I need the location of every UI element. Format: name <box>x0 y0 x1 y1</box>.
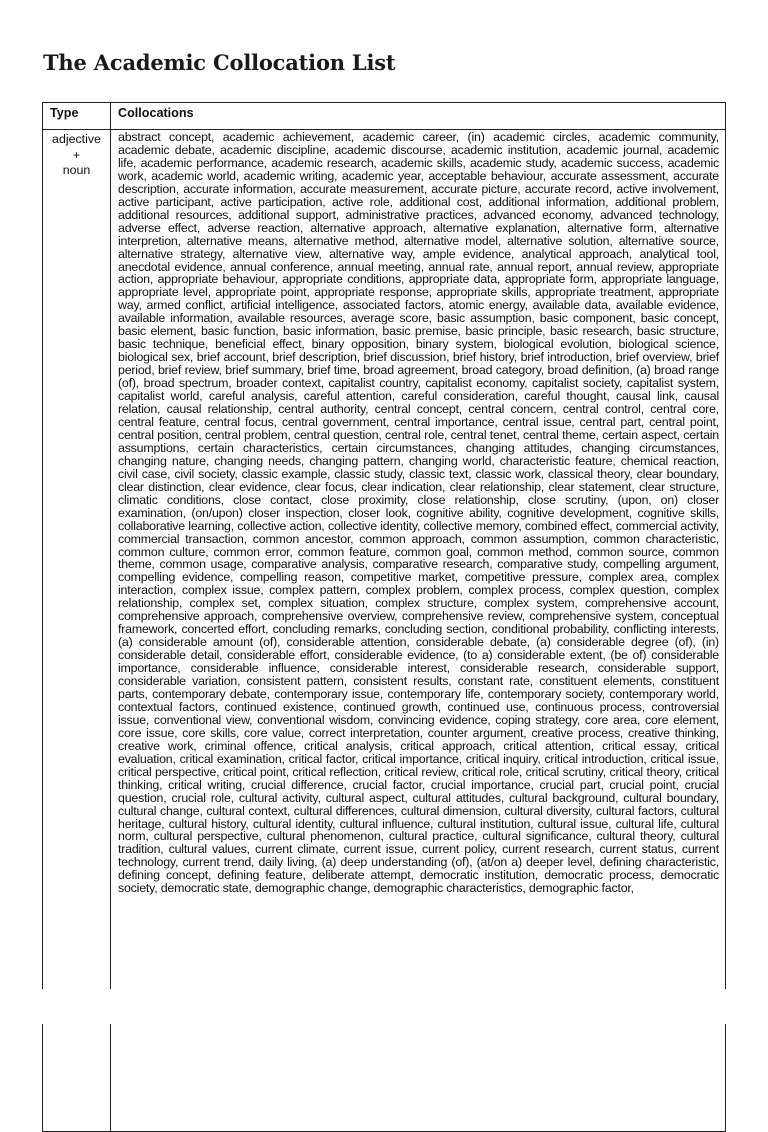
type-line: noun <box>62 163 91 177</box>
column-header-type: Type <box>43 103 111 130</box>
type-line: + <box>72 147 81 162</box>
table-row <box>43 130 726 1132</box>
type-cell <box>43 130 111 1132</box>
collocations-cell: abstract concept, academic achievement, academic career, (in) academic circles, academic community, academic debate, academic discipline, academic discourse, academic institution, academic journal, academic life, academic performance, academic research, academic skills, academic study, academic success, academic work, academic world, academic writing, academic year, acceptable behaviour, accurate assessment, accurate description, accurate information, accurate measurement, accurate picture, accurate record, active involvement, active participant, active participation, active role, additional cost, additional information, additional problem, additional resources, additional support, administrative practices, advanced economy, advanced technology, adverse effect, adverse reaction, alternative approach, alternative explanation, alternative form, alternative interpretion, alternative means, alternative method, alternative model, alternative solution, alternative source, alternative strategy, alternative view, alternative way, ample evidence, analytical approach, analytical tool, anecdotal evidence, annual conference, annual meeting, annual rate, annual report, annual review, appropriate action, appropriate behaviour, appropriate conditions, appropriate data, appropriate form, appropriate language, appropriate level, appropriate point, appropriate response, appropriate skills, appropriate treatment, appropriate way, armed conflict, artificial intelligence, associated factors, atomic energy, available data, available evidence, available information, available resources, average score, basic assumption, basic component, basic concept, basic element, basic function, basic information, basic premise, basic principle, basic research, basic structure, basic technique, beneficial effect, binary opposition, binary system, biological evolution, biological science, biological sex, brief account, brief description, brief discussion, brief history, brief introduction, brief overview, brief period, brief review, brief summary, brief time, broad agreement, broad category, broad definition, (a) broad range (of), broad spectrum, broader context, capitalist country, capitalist economy, capitalist society, capitalist system, capitalist world, careful analysis, careful attention, careful consideration, careful thought, causal link, causal relation, causal relationship, central authority, central concept, central concern, central control, central core, central feature, central focus, central government, central importance, central issue, central part, central point, central position, central problem, central question, central role, central tenet, central theme, certain aspect, certain assumptions, certain characteristics, certain circumstances, changing attitudes, changing circumstances, changing nature, changing needs, changing pattern, changing world, characteristic feature, chemical reaction, civil case, civil society, classic example, classic study, classic text, classic work, classical theory, clear boundary, clear distinction, clear evidence, clear focus, clear indication, clear relationship, clear statement, clear structure, climatic conditions, close contact, close proximity, close relationship, close scrutiny, (upon, on) closer examination, (on/upon) closer inspection, closer look, cognitive ability, cognitive development, cognitive skills, collaborative learning, collective action, collective identity, collective memory, combined effect, commercial activity, commercial transaction, common ancestor, common approach, common assumption, common characteristic, common culture, common error, common feature, common goal, common method, common source, common theme, common usage, comparative analysis, comparative research, comparative study, compelling argument, compelling evidence, compelling reason, competitive market, competitive pressure, complex area, complex interaction, complex issue, complex pattern, complex problem, complex process, complex question, complex relationship, complex set, complex situation, complex structure, complex system, comprehensive account, comprehensive approach, comprehensive overview, comprehensive review, comprehensive system, conceptual framework, concerted effort, concluding remarks, concluding section, conditional probability, conflicting interests, (a) considerable amount (of), considerable attention, considerable debate, (a) considerable degree (of), (in) considerable detail, considerable effort, considerable evidence, (to a) considerable extent, (be of) considerable importance, considerable influence, considerable interest, considerable research, considerable support, considerable variation, consistent pattern, consistent results, constant rate, constituent elements, constituent parts, contemporary debate, contemporary issue, contemporary life, contemporary society, contemporary world, contextual factors, continued existence, continued growth, continued use, continuous process, controversial issue, conventional view, conventional wisdom, convincing evidence, coping strategy, core area, core element, core issue, core skills, core value, correct interpretation, counter argument, creative process, creative thinking, creative work, criminal offence, critical analysis, critical approach, critical attention, critical essay, critical evaluation, critical examination, critical factor, critical importance, critical inquiry, critical introduction, critical issue, critical perspective, critical point, critical reflection, critical review, critical role, critical scrutiny, critical theory, critical thinking, critical writing, crucial difference, crucial factor, crucial importance, crucial part, crucial point, crucial question, crucial role, cultural activity, cultural aspect, cultural attitudes, cultural background, cultural boundary, cultural change, cultural context, cultural differences, cultural dimension, cultural diversity, cultural factors, cultural heritage, cultural history, cultural identity, cultural influence, cultural institution, cultural issue, cultural life, cultural norm, cultural perspective, cultural phenomenon, cultural practice, cultural significance, cultural theory, cultural tradition, cultural values, current climate, current issue, current policy, current research, current status, current technology, current trend, daily living, (a) deep understanding (of), (at/on a) deeper level, defining characteristic, defining concept, defining feature, deliberate attempt, democratic institution, democratic process, democratic society, democratic state, demographic change, demographic characteristics, demographic factor, <box>111 130 726 1132</box>
collocation-table <box>42 102 726 1132</box>
page-title: The Academic Collocation List <box>43 50 396 75</box>
page-bottom-margin <box>0 989 768 1024</box>
type-line: adjective <box>52 132 101 146</box>
table-header-row <box>43 103 726 130</box>
column-header-collocations: Collocations <box>111 103 726 130</box>
